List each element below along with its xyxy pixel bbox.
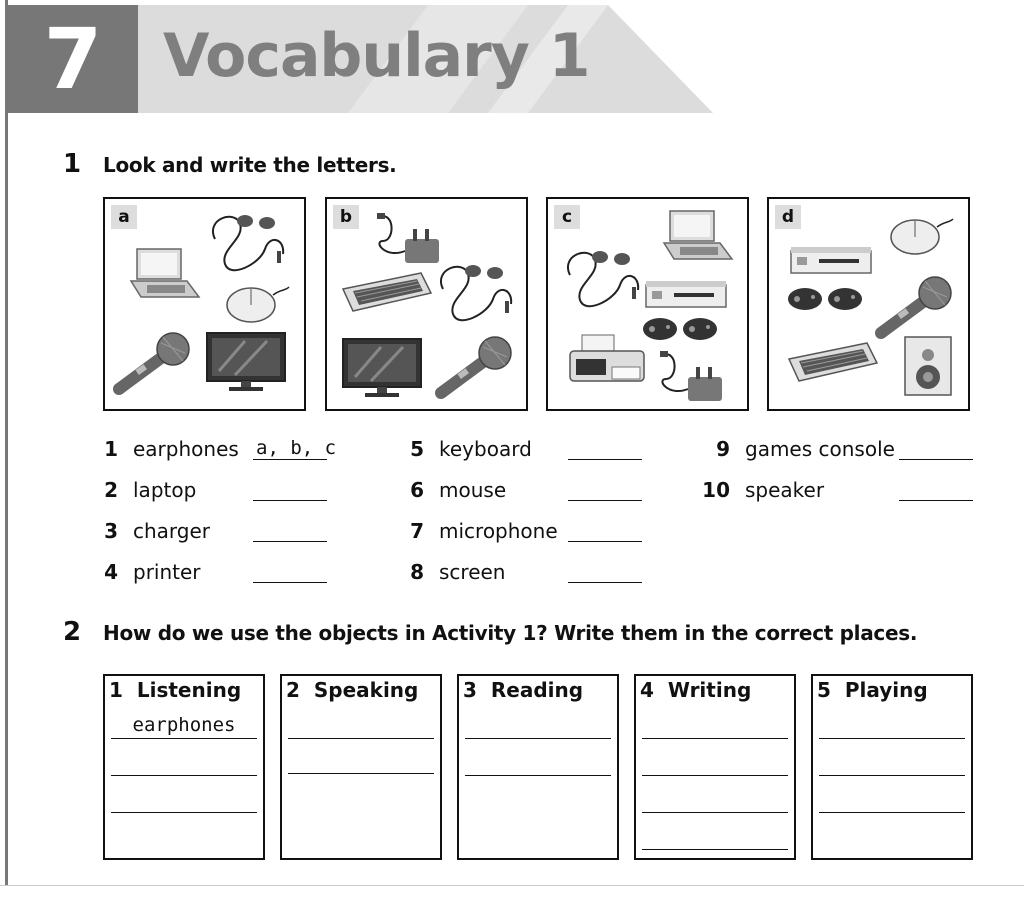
- category-box-reading: [457, 674, 619, 860]
- category-box-speaking: [280, 674, 442, 860]
- category-box-writing: [634, 674, 796, 860]
- word-label: earphones: [133, 437, 239, 461]
- writing-line[interactable]: [111, 738, 257, 739]
- earphones-icon: [568, 251, 638, 306]
- picture-panel-d: [767, 197, 970, 411]
- answer-line[interactable]: [899, 500, 973, 501]
- word-label: mouse: [439, 478, 507, 502]
- word-label: microphone: [439, 519, 558, 543]
- picture-panel-a: [103, 197, 306, 411]
- answer-line[interactable]: [899, 459, 973, 460]
- unit-number: 7: [8, 5, 138, 113]
- page-bottom-rule: [0, 885, 1024, 886]
- category-heading: 2 Speaking: [286, 678, 419, 702]
- keyboard-icon: [789, 343, 877, 381]
- earphones-icon: [213, 215, 283, 270]
- category-box-listening: [103, 674, 265, 860]
- word-label: screen: [439, 560, 506, 584]
- answer-line[interactable]: [253, 459, 327, 460]
- earphones-icon: [441, 265, 511, 320]
- writing-line[interactable]: [111, 812, 257, 813]
- microphone-icon: [119, 333, 189, 389]
- writing-line[interactable]: [642, 738, 788, 739]
- word-label: printer: [133, 560, 201, 584]
- exercise-2-instruction: How do we use the objects in Activity 1? Write them in the correct places.: [103, 621, 918, 645]
- word-label: laptop: [133, 478, 197, 502]
- exercise-1-number: 1: [63, 149, 82, 179]
- page-title: Vocabulary 1: [163, 21, 590, 91]
- category-heading: 4 Writing: [640, 678, 752, 702]
- answer-line[interactable]: [253, 582, 327, 583]
- word-number: 6: [410, 478, 424, 502]
- microphone-icon: [881, 277, 951, 333]
- word-number: 1: [104, 437, 118, 461]
- writing-line[interactable]: [288, 773, 434, 774]
- category-answer: earphones: [132, 714, 236, 736]
- writing-line[interactable]: [819, 812, 965, 813]
- writing-line[interactable]: [642, 849, 788, 850]
- panel-letter: d: [775, 205, 801, 229]
- writing-line[interactable]: [465, 738, 611, 739]
- games-console-icon: [791, 247, 871, 273]
- answer-line[interactable]: [253, 500, 327, 501]
- word-label: charger: [133, 519, 211, 543]
- controllers-icon: [643, 318, 717, 340]
- writing-line[interactable]: [288, 738, 434, 739]
- word-number: 9: [716, 437, 730, 461]
- charger-icon: [660, 351, 722, 401]
- writing-line[interactable]: [465, 775, 611, 776]
- category-heading: 5 Playing: [817, 678, 928, 702]
- controllers-icon: [788, 288, 862, 310]
- panel-letter: a: [111, 205, 137, 229]
- keyboard-icon: [343, 273, 431, 311]
- panel-letter: b: [333, 205, 359, 229]
- word-number: 2: [104, 478, 118, 502]
- writing-line[interactable]: [642, 812, 788, 813]
- answer-text: a, b, c: [256, 437, 337, 459]
- writing-line[interactable]: [111, 775, 257, 776]
- printer-icon: [570, 335, 644, 381]
- screen-icon: [207, 333, 285, 391]
- answer-line[interactable]: [568, 582, 642, 583]
- answer-line[interactable]: [253, 541, 327, 542]
- laptop-icon: [664, 211, 732, 259]
- writing-line[interactable]: [819, 738, 965, 739]
- answer-line[interactable]: [568, 541, 642, 542]
- mouse-icon: [891, 219, 953, 254]
- microphone-icon: [441, 337, 511, 393]
- picture-panel-c: [546, 197, 749, 411]
- answer-line[interactable]: [568, 500, 642, 501]
- laptop-icon: [131, 249, 199, 297]
- answer-line[interactable]: [568, 459, 642, 460]
- page-margin-rule: [5, 0, 8, 885]
- category-box-playing: [811, 674, 973, 860]
- word-number: 3: [104, 519, 118, 543]
- exercise-2-number: 2: [63, 617, 82, 647]
- writing-line[interactable]: [819, 775, 965, 776]
- word-label: games console: [745, 437, 895, 461]
- word-number: 5: [410, 437, 424, 461]
- panel-letter: c: [554, 205, 580, 229]
- word-number: 10: [702, 478, 730, 502]
- word-number: 4: [104, 560, 118, 584]
- charger-icon: [377, 213, 439, 263]
- picture-panel-b: [325, 197, 528, 411]
- mouse-icon: [227, 287, 289, 322]
- writing-line[interactable]: [642, 775, 788, 776]
- word-label: keyboard: [439, 437, 532, 461]
- category-heading: 3 Reading: [463, 678, 584, 702]
- exercise-1-instruction: Look and write the letters.: [103, 153, 397, 177]
- word-number: 7: [410, 519, 424, 543]
- category-heading: 1 Listening: [109, 678, 242, 702]
- word-number: 8: [410, 560, 424, 584]
- games-console-icon: [646, 281, 726, 307]
- speaker-icon: [905, 337, 951, 395]
- screen-icon: [343, 339, 421, 397]
- word-label: speaker: [745, 478, 825, 502]
